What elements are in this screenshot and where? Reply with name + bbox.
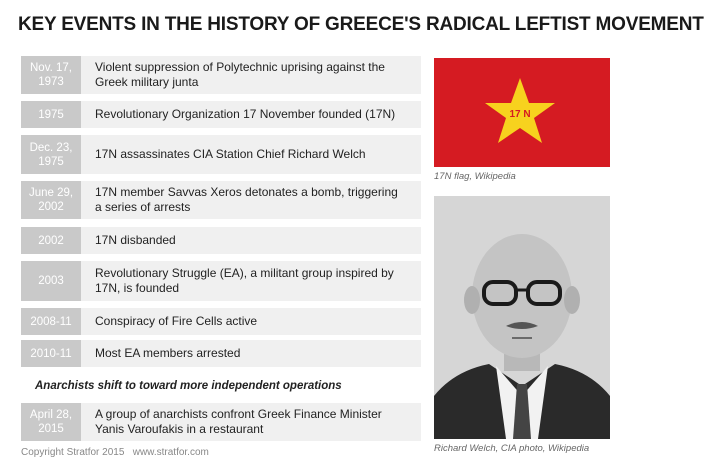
timeline-row [21,403,421,441]
event-description: A group of anarchists confront Greek Finance Minister Yanis Varoufakis in a restaurant [95,407,382,436]
event-date: 1975 [21,101,81,128]
timeline-row [21,261,421,301]
event-description: Violent suppression of Polytechnic uprising against the Greek military junta [95,60,385,89]
flag-caption: 17N flag, Wikipedia [434,171,516,182]
event-description: 17N assassinates CIA Station Chief Richard Welch [95,147,366,161]
event-description: Conspiracy of Fire Cells active [95,314,258,328]
event-description: Revolutionary Struggle (EA), a militant group inspired by 17N, is founded [95,266,394,295]
photo-caption: Richard Welch, CIA photo, Wikipedia [434,443,590,454]
event-date: 2003 [21,261,81,301]
timeline-row [21,308,421,335]
timeline-row [21,56,421,94]
event-description: 17N member Savvas Xeros detonates a bomb, triggering a series of arrests [95,185,398,214]
event-date: 2008-11 [21,308,81,335]
event-description: Most EA members arrested [95,346,241,360]
copyright-footer: Copyright Stratfor 2015 www.stratfor.com [21,447,209,458]
timeline-row [21,181,421,219]
event-date: 2010-11 [21,340,81,367]
event-date: 2002 [21,227,81,254]
timeline-row [21,135,421,174]
flag-image [434,58,610,167]
timeline-row [21,101,421,128]
event-date: Nov. 17, 1973 [21,56,81,94]
event-date: Dec. 23, 1975 [21,135,81,174]
page-title: KEY EVENTS IN THE HISTORY OF GREECE'S RADICAL LEFTIST MOVEMENT [18,14,704,35]
star-icon [434,58,610,167]
event-description: 17N disbanded [95,233,176,247]
flag-star-text: 17 N [509,109,531,120]
portrait-photo [434,196,610,439]
event-date: June 29, 2002 [21,181,81,219]
transition-note: Anarchists shift to toward more independent operations [35,380,342,392]
timeline-row [21,340,421,367]
event-description: Revolutionary Organization 17 November founded (17N) [95,107,396,121]
timeline-row [21,227,421,254]
event-date: April 28, 2015 [21,403,81,441]
